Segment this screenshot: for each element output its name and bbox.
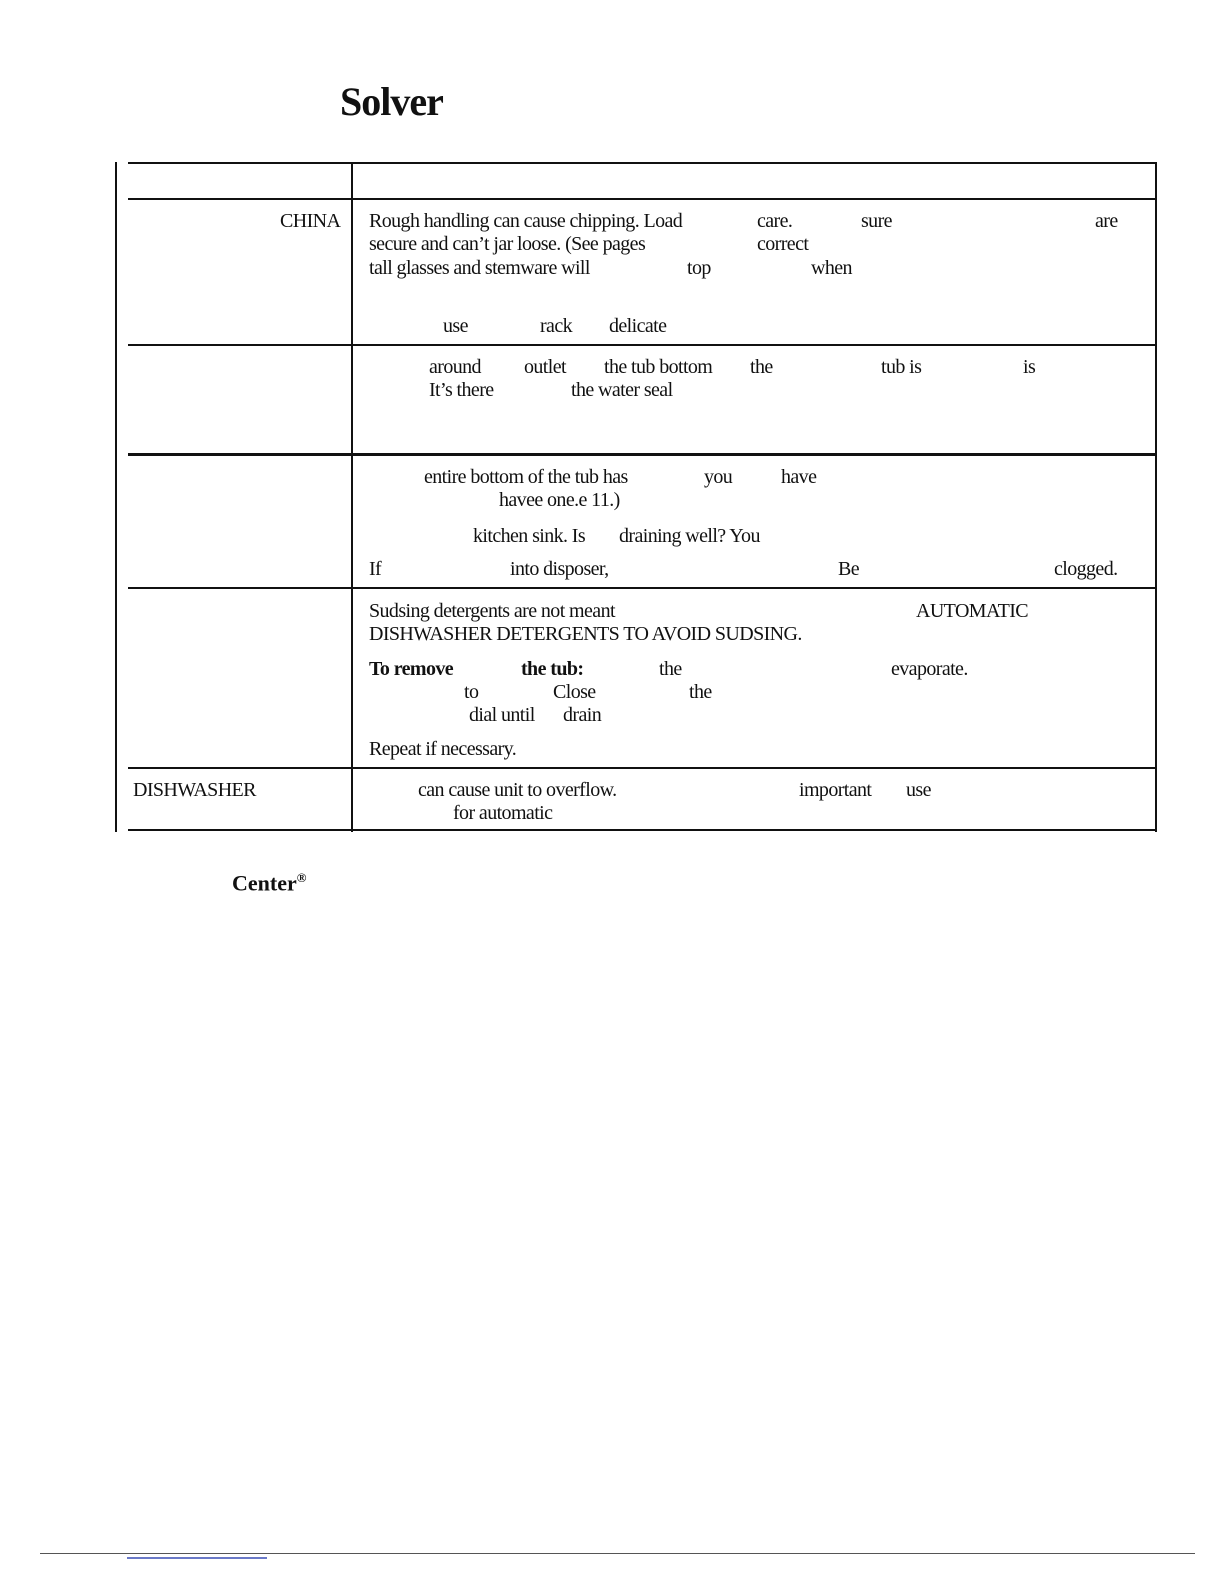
solution-heading: the tub: — [521, 658, 584, 680]
solution-text: outlet — [524, 356, 566, 378]
solution-text: draining well? You — [619, 525, 760, 547]
solution-text: Be — [838, 558, 860, 580]
solution-text: to — [464, 681, 479, 703]
table-bottom-border — [128, 829, 1157, 831]
solution-text: tub is — [881, 356, 922, 378]
solution-text: Sudsing detergents are not meant — [369, 600, 615, 622]
solution-text: Close — [553, 681, 596, 703]
solution-text: havee one.e 11.) — [499, 489, 620, 511]
solution-text: AUTOMATIC — [916, 600, 1029, 622]
row-divider — [128, 767, 1157, 769]
solution-text: the — [750, 356, 773, 378]
solution-text: top — [687, 257, 711, 279]
solution-text: use — [906, 779, 931, 801]
service-center-text: Center — [232, 870, 297, 896]
solution-text: have — [781, 466, 817, 488]
solution-text: you — [704, 466, 733, 488]
solution-text: when — [811, 257, 852, 279]
solution-text: around — [429, 356, 481, 378]
solution-text: drain — [563, 704, 602, 726]
solution-text: use — [443, 315, 468, 337]
solution-text: is — [1023, 356, 1036, 378]
registered-mark: ® — [296, 870, 307, 885]
solution-text: into disposer, — [510, 558, 609, 580]
solution-text: Repeat if necessary. — [369, 738, 517, 760]
solution-text: rack — [540, 315, 573, 337]
solution-text: delicate — [609, 315, 667, 337]
solution-text: care. — [757, 210, 793, 232]
table-top-border — [128, 162, 1157, 164]
solution-text: important — [799, 779, 872, 801]
bottom-rule — [40, 1553, 1195, 1554]
solution-text: kitchen sink. Is — [473, 525, 586, 547]
page-title: Solver — [340, 79, 443, 124]
header-row-divider — [128, 198, 1157, 200]
solution-text: clogged. — [1054, 558, 1118, 580]
solution-text: can cause unit to overflow. — [418, 779, 617, 801]
solution-text: If — [369, 558, 382, 580]
solution-text: correct — [757, 233, 809, 255]
solution-text: evaporate. — [891, 658, 968, 680]
solution-text: for automatic — [453, 802, 553, 824]
table-left-border — [115, 162, 117, 832]
solution-text: are — [1095, 210, 1118, 232]
service-center-label — [232, 870, 306, 896]
solution-text: the water seal — [571, 379, 673, 401]
solution-heading: To remove — [369, 658, 454, 680]
problem-label-dishwasher: DISHWASHER — [133, 779, 256, 801]
solution-text: the — [659, 658, 682, 680]
table-column-divider — [351, 162, 353, 832]
solution-text: DISHWASHER DETERGENTS TO AVOID SUDSING. — [369, 623, 802, 645]
table-right-border — [1155, 162, 1157, 832]
solution-text: secure and can’t jar loose. (See pages — [369, 233, 646, 255]
solution-text: the tub bottom — [604, 356, 713, 378]
problem-label-china: CHINA — [280, 210, 341, 232]
bottom-accent-line — [127, 1557, 267, 1559]
solution-text: dial until — [469, 704, 535, 726]
solution-text: the — [689, 681, 712, 703]
row-divider — [128, 453, 1157, 456]
row-divider — [128, 344, 1157, 346]
row-divider — [128, 587, 1157, 589]
solution-text: Rough handling can cause chipping. Load — [369, 210, 683, 232]
solution-text: entire bottom of the tub has — [424, 466, 628, 488]
solution-text: sure — [861, 210, 892, 232]
solution-text: It’s there — [429, 379, 494, 401]
solution-text: tall glasses and stemware will — [369, 257, 590, 279]
